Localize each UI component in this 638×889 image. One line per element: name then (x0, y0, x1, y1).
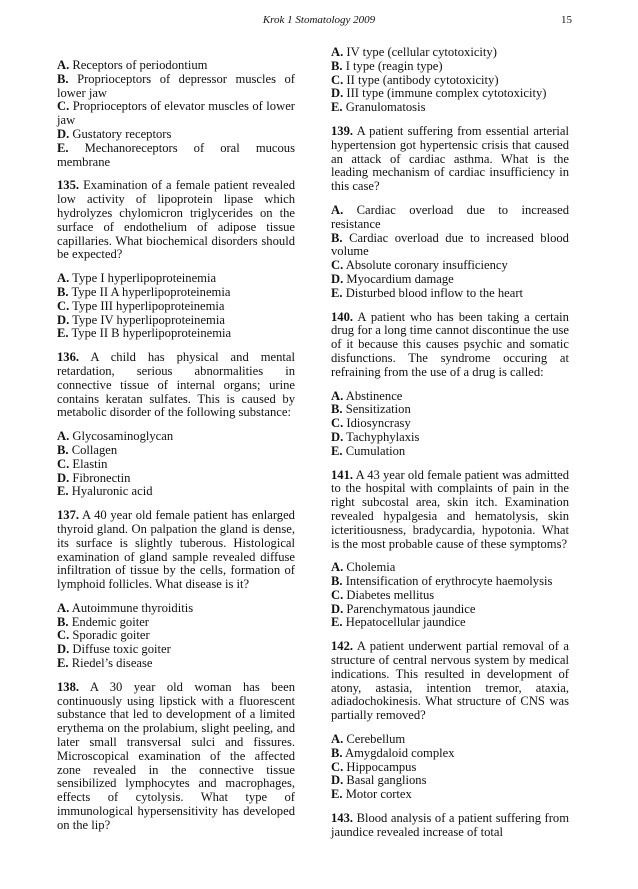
question-number: 142. (331, 639, 354, 654)
option-letter: E. (331, 615, 343, 630)
answer-option (57, 100, 295, 128)
option-letter: A. (57, 600, 70, 615)
option-text: Autoimmune thyroiditis (71, 600, 194, 615)
question-number: 141. (331, 467, 354, 482)
question-stem (57, 351, 295, 420)
answer-option (57, 472, 295, 486)
option-letter: B. (331, 574, 343, 589)
answer-option (57, 629, 295, 643)
answer-option (57, 128, 295, 142)
page-header (0, 14, 638, 32)
question-stem (331, 469, 569, 552)
option-letter: B. (331, 58, 343, 73)
option-text: Intensification of erythrocyte haemolysis (345, 574, 553, 589)
option-letter: C. (57, 99, 70, 114)
question-block (331, 311, 569, 459)
option-letter: E. (331, 285, 343, 300)
option-letter: D. (331, 773, 344, 788)
option-letter: C. (331, 759, 344, 774)
left-column (57, 46, 295, 843)
option-text: Type III hyperlipoproteinemia (72, 298, 225, 313)
option-text: Collagen (71, 442, 118, 457)
option-letter: B. (57, 614, 69, 629)
question-block (331, 469, 569, 631)
answer-options (57, 59, 295, 169)
answer-options (331, 390, 569, 459)
answer-option (57, 430, 295, 444)
option-letter: E. (57, 140, 69, 155)
answer-option (331, 616, 569, 630)
option-text: Granulomatosis (345, 100, 426, 115)
option-text: Disturbed blood inflow to the heart (345, 285, 524, 300)
question-block (331, 812, 569, 840)
question-text: A patient who has been taking a certain drug for a long time cannot discontinue the use of it because this causes psychic and somatic disfunctions. The syndrome occuring at refraining from the use of a drug is called: (331, 309, 569, 379)
option-text: Type IV hyperlipoproteinemia (72, 312, 225, 327)
option-letter: D. (57, 312, 70, 327)
option-letter: D. (331, 429, 344, 444)
answer-option (331, 575, 569, 589)
option-letter: A. (331, 732, 344, 747)
question-number: 140. (331, 309, 354, 324)
option-letter: A. (331, 45, 344, 59)
option-text: Idiosyncrasy (346, 416, 411, 431)
answer-option (331, 87, 569, 101)
option-text: Diffuse toxic goiter (72, 642, 171, 657)
answer-option (57, 458, 295, 472)
option-text: Cardiac overload due to increased resistance (331, 202, 569, 231)
page-number: 15 (561, 14, 572, 26)
answer-option (57, 485, 295, 499)
option-letter: C. (57, 456, 70, 471)
option-text: Amygdaloid complex (345, 745, 455, 760)
option-letter: C. (331, 416, 344, 431)
answer-option (331, 60, 569, 74)
answer-option (331, 417, 569, 431)
question-block (57, 681, 295, 833)
answer-option (57, 59, 295, 73)
answer-option (331, 445, 569, 459)
answer-option (57, 616, 295, 630)
option-letter: B. (57, 442, 69, 457)
option-text: Motor cortex (345, 787, 412, 802)
option-letter: B. (331, 745, 343, 760)
answer-option (331, 390, 569, 404)
option-letter: A. (331, 202, 344, 217)
question-block (331, 640, 569, 802)
answer-option (57, 142, 295, 170)
answer-option (57, 327, 295, 341)
answer-option (57, 602, 295, 616)
answer-option (331, 204, 569, 232)
option-letter: E. (331, 443, 343, 458)
option-text: I type (reagin type) (345, 58, 443, 73)
question-text: A 40 year old female patient has enlarged thyroid gland. On palpation the gland is dense, its surface is slightly tuberous. Histological examination of gland sample revealed diffuse infiltration of tissue by the cells, formation of lymphoid follicles. What disease is it? (57, 508, 295, 592)
answer-option (331, 259, 569, 273)
option-letter: D. (57, 642, 70, 657)
option-text: Glycosaminoglycan (72, 429, 174, 444)
option-letter: B. (331, 402, 343, 417)
option-text: III type (immune complex cytotoxicity) (346, 86, 547, 101)
question-block (57, 351, 295, 499)
option-text: Gustatory receptors (72, 126, 172, 141)
answer-option (57, 300, 295, 314)
question-text: A 43 year old female patient was admitted to the hospital with complaints of pain in the right subcostal area, skin itch. Examination revealed hypalgesia and hematolysis, skin icteritiousness, bradycardia, hypotonia. What is the most probable cause of these symptoms? (331, 467, 569, 551)
option-text: Elastin (72, 456, 108, 471)
option-text: Type II A hyperlipoproteinemia (71, 284, 231, 299)
option-text: Abstinence (345, 388, 403, 403)
answer-options (57, 272, 295, 341)
option-letter: D. (57, 126, 70, 141)
option-letter: E. (331, 100, 343, 115)
option-text: Sensitization (345, 402, 411, 417)
answer-option (57, 444, 295, 458)
option-text: Proprioceptors of depressor muscles of lower jaw (57, 71, 295, 100)
answer-option (331, 561, 569, 575)
answer-option (331, 273, 569, 287)
option-text: Fibronectin (72, 470, 131, 485)
option-letter: D. (331, 271, 344, 286)
option-text: Cholemia (346, 560, 396, 575)
answer-options (57, 430, 295, 499)
option-letter: C. (57, 628, 70, 643)
option-text: Cerebellum (346, 732, 406, 747)
option-letter: E. (57, 656, 69, 671)
question-block (57, 179, 295, 341)
answer-option (331, 431, 569, 445)
question-text: A patient suffering from essential arterial hypertension got hypertensic crisis that caused an attack of cardiac asthma. What is the leading mechanism of cardiac insufficiency in this case? (331, 123, 569, 194)
option-text: Myocardium damage (346, 271, 454, 286)
option-letter: D. (57, 470, 70, 485)
answer-option (331, 761, 569, 775)
answer-option (57, 73, 295, 101)
option-letter: A. (57, 271, 70, 286)
answer-option (57, 286, 295, 300)
option-text: Cumulation (345, 443, 406, 458)
question-number: 139. (331, 123, 354, 138)
option-text: II type (antibody cytotoxicity) (346, 72, 499, 87)
question-stem (331, 640, 569, 723)
answer-option (331, 46, 569, 60)
question-text: Blood analysis of a patient suffering from jaundice revealed increase of total (331, 811, 569, 839)
option-letter: E. (331, 787, 343, 802)
option-text: Tachyphylaxis (346, 429, 420, 444)
option-letter: C. (331, 258, 344, 273)
question-number: 143. (331, 811, 354, 826)
option-text: Riedel’s disease (71, 656, 153, 671)
answer-options (331, 733, 569, 802)
question-stem (331, 125, 569, 194)
option-text: Hyaluronic acid (71, 484, 153, 499)
option-text: Endemic goiter (71, 614, 150, 629)
option-letter: D. (331, 86, 344, 101)
header-title: Krok 1 Stomatology 2009 (262, 14, 376, 26)
option-letter: E. (57, 326, 69, 341)
question-stem (57, 509, 295, 592)
answer-option (331, 774, 569, 788)
question-text: A child has physical and mental retardation, serious abnormalities in connective tissue of internal organs; urine contains keratan sulfates. This is caused by metabolic disorder of the following substance: (57, 350, 295, 420)
option-text: Parenchymatous jaundice (346, 601, 476, 616)
question-number: 135. (57, 178, 80, 193)
option-letter: E. (57, 484, 69, 499)
option-letter: A. (57, 429, 70, 444)
right-column (331, 46, 569, 850)
question-number: 136. (57, 350, 80, 365)
answer-option (57, 272, 295, 286)
option-text: Hippocampus (346, 759, 417, 774)
answer-option (331, 589, 569, 603)
option-text: Sporadic goiter (72, 628, 150, 643)
option-letter: B. (331, 230, 343, 245)
answer-options (331, 561, 569, 630)
answer-option (57, 314, 295, 328)
question-number: 138. (57, 679, 80, 694)
option-text: Type II B hyperlipoproteinemia (71, 326, 232, 341)
option-text: Basal ganglions (346, 773, 427, 788)
answer-option (331, 603, 569, 617)
question-block (331, 125, 569, 301)
answer-option (331, 74, 569, 88)
question-text: A 30 year old woman has been continuously using lipstick with a fluorescent substance that led to development of a limited erythema on the prolabium, slight peeling, and later small transversal sulci and fissures. Microscopical examination of the affected zone revealed in the connective tissue sensibilized lymphocytes and macrophages, effects of cytolysis. What type of immunological hypersensitivity has developed on the lip? (57, 679, 295, 832)
option-letter: B. (57, 71, 69, 86)
option-letter: A. (331, 560, 344, 575)
answer-options (331, 46, 569, 115)
answer-options (57, 602, 295, 671)
question-stem (331, 311, 569, 380)
option-letter: A. (57, 58, 70, 72)
option-letter: A. (331, 388, 344, 403)
question-stem (331, 812, 569, 840)
answer-option (331, 101, 569, 115)
option-letter: C. (57, 298, 70, 313)
answer-option (331, 788, 569, 802)
answer-option (331, 287, 569, 301)
answer-options (331, 204, 569, 301)
question-block (57, 509, 295, 671)
answer-option (57, 657, 295, 671)
option-text: Mechanoreceptors of oral mucous membrane (57, 140, 295, 169)
question-text: A patient underwent partial removal of a structure of central nervous system by medical indications. This resulted in development of atony, astasia, intention tremor, ataxia, adiadochokinesis. What structure of CNS was partially removed? (331, 639, 569, 723)
answer-option (331, 733, 569, 747)
option-letter: B. (57, 284, 69, 299)
question-stem (57, 681, 295, 833)
option-text: Proprioceptors of elevator muscles of lower jaw (57, 99, 295, 128)
option-text: Type I hyperlipoproteinemia (72, 271, 217, 286)
question-text: Examination of a female patient revealed low activity of lipoprotein lipase which hydrolyzes chylomicron triglycerides on the surface of endothelium of adipose tissue capillaries. What biochemical disorders should be expected? (57, 178, 295, 262)
option-letter: D. (331, 601, 344, 616)
answer-option (331, 232, 569, 260)
option-letter: C. (331, 72, 344, 87)
option-text: Absolute coronary insufficiency (345, 258, 508, 273)
option-text: IV type (cellular cytotoxicity) (346, 45, 497, 59)
answer-option (331, 747, 569, 761)
option-text: Cardiac overload due to increased blood volume (331, 230, 569, 259)
option-text: Diabetes mellitus (346, 587, 435, 602)
answer-option (331, 403, 569, 417)
answer-option (57, 643, 295, 657)
option-text: Receptors of periodontium (72, 58, 208, 72)
question-stem (57, 179, 295, 262)
option-text: Hepatocellular jaundice (345, 615, 466, 630)
option-letter: C. (331, 587, 344, 602)
question-number: 137. (57, 508, 80, 523)
